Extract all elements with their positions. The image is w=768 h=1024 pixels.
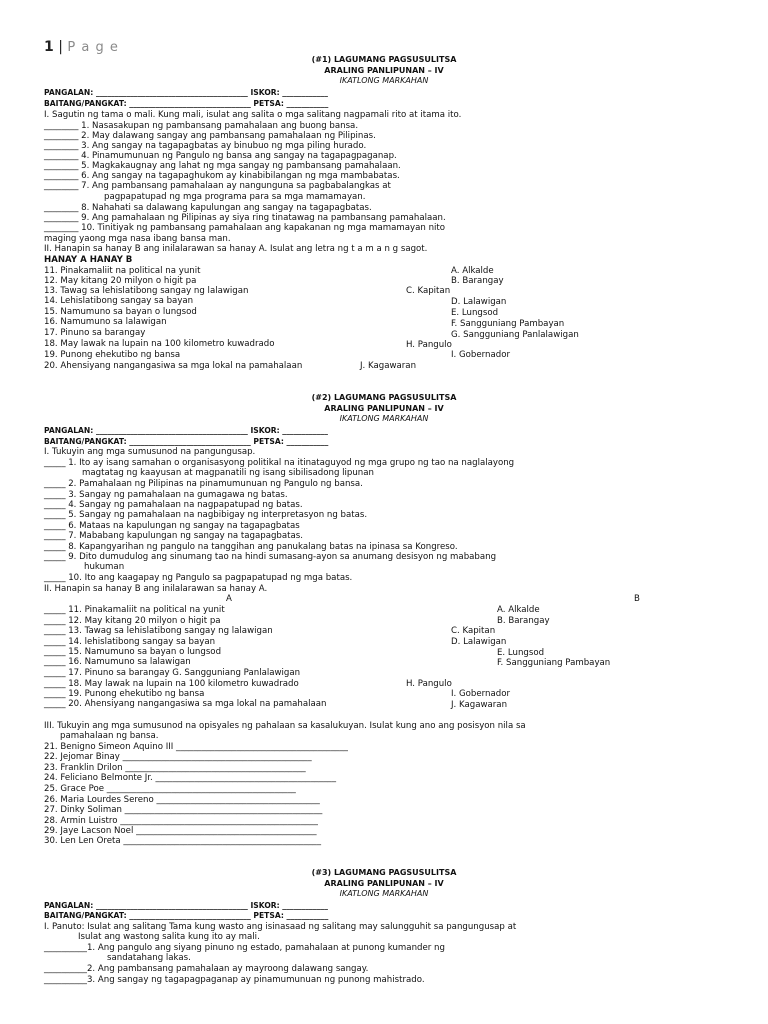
quiz-1-item: ________ 4. Pinamumunuan ng Pangulo ng bansa ang sangay na tagapagpaganap. <box>44 151 397 161</box>
quiz-3-grade-line: BAITANG/PANGKAT: ________________________________ PETSA: ___________ <box>44 911 329 920</box>
quiz-1-item: ________ 7. Ang pambansang pamahalaan ay nangunguna sa pagbabalangkas at <box>44 181 391 191</box>
quiz-2-item-continued: hukuman <box>84 562 125 572</box>
quiz-2-column-b-item: A. Alkalde <box>497 605 540 615</box>
quiz-2-item: _____ 9. Dito dumudulog ang sinumang tao na hindi sumasang-ayon sa anumang desisyon ng mababang <box>44 552 497 562</box>
quiz-2-column-b-item: B. Barangay <box>497 616 550 626</box>
quiz-3-title: (#3) LAGUMANG PAGSUSULITSA <box>311 868 457 877</box>
quiz-2-part3-instructions-continued: pamahalaan ng bansa. <box>60 731 159 741</box>
quiz-3-item: __________3. Ang sangay ng tagapagpaganap ay pinamumunuan ng punong mahistrado. <box>44 975 425 985</box>
quiz-1-name-line: PANGALAN: ________________________________________ ISKOR: ____________ <box>44 88 328 97</box>
quiz-3-name-line: PANGALAN: ________________________________________ ISKOR: ____________ <box>44 901 328 910</box>
quiz-1-item: ________ 5. Magkakaugnay ang lahat ng mga sangay ng pambansang pamahalaan. <box>44 161 401 171</box>
quiz-2-column-a-item: _____ 14. lehislatibong sangay sa bayan <box>44 637 216 647</box>
quiz-1-item: ________ 9. Ang pamahalaan ng Pilipinas ay siya ring tinatawag na pambansang pamahalaan. <box>44 213 446 223</box>
quiz-2-grade-line: BAITANG/PANGKAT: ________________________________ PETSA: ___________ <box>44 437 329 446</box>
quiz-2-official-item: 22. Jejomar Binay ____________________________________________ <box>44 752 312 762</box>
quiz-2-subject: ARALING PANLIPUNAN – IV <box>324 404 444 413</box>
quiz-2-official-item: 29. Jaye Lacson Noel __________________________________________ <box>44 826 317 836</box>
quiz-2-item: _____ 10. Ito ang kaagapay ng Pangulo sa pagpapatupad ng mga batas. <box>44 573 353 583</box>
quiz-2-column-b-item: H. Pangulo <box>406 679 452 689</box>
quiz-2-official-item: 24. Feliciano Belmonte Jr. __________________________________________ <box>44 773 336 783</box>
quiz-2-item: _____ 5. Sangay ng pamahalaan na nagbibigay ng interpretasyon ng batas. <box>44 510 368 520</box>
quiz-1-column-a-item: 20. Ahensiyang nangangasiwa sa mga lokal na pamahalaan <box>44 361 303 371</box>
quiz-2-part3-instructions: III. Tukuyin ang mga sumusunod na opisyales ng pahalaan sa kasalukuyan. Isulat kung ano ang posisyon nila sa <box>44 721 526 731</box>
quiz-1-column-b-item: F. Sangguniang Pambayan <box>451 319 565 329</box>
quiz-1-grade-line: BAITANG/PANGKAT: ________________________________ PETSA: ___________ <box>44 99 329 108</box>
quiz-2-official-item: 30. Len Len Oreta ______________________________________________ <box>44 836 322 846</box>
quiz-1-column-b-item: B. Barangay <box>451 276 504 286</box>
quiz-1-part2-instructions: II. Hanapin sa hanay B ang inilalarawan sa hanay A. Isulat ang letra ng t a m a n g sagot. <box>44 244 428 254</box>
quiz-2-official-item: 26. Maria Lourdes Sereno ______________________________________ <box>44 795 320 805</box>
quiz-2-item: _____ 7. Mababang kapulungan ng sangay na tagapagbatas. <box>44 531 303 541</box>
quiz-1-column-b-item: H. Pangulo <box>406 340 452 350</box>
quiz-2-column-b-item: J. Kagawaran <box>451 700 508 710</box>
quiz-2-column-b-item: I. Gobernador <box>451 689 510 699</box>
quiz-2-official-item: 27. Dinky Soliman ______________________________________________ <box>44 805 323 815</box>
quiz-1-column-b-item: D. Lalawigan <box>451 297 507 307</box>
quiz-2-column-a-item: _____ 19. Punong ehekutibo ng bansa <box>44 689 205 699</box>
quiz-1-column-a-item: 15. Namumuno sa bayan o lungsod <box>44 307 197 317</box>
quiz-1-column-a-item: 19. Punong ehekutibo ng bansa <box>44 350 181 360</box>
quiz-2-column-a-item: _____ 16. Namumuno sa lalawigan <box>44 657 191 667</box>
quiz-1-columns-heading: HANAY A HANAY B <box>44 255 133 265</box>
quiz-2-item-continued: magtatag ng kaayusan at magpanatili ng isang sibilisadong lipunan <box>82 468 374 478</box>
quiz-1-item: ________ 3. Ang sangay na tagapagbatas ay binubuo ng mga piling hurado. <box>44 141 367 151</box>
quiz-3-item: __________1. Ang pangulo ang siyang pinuno ng estado, pamahalaan at punong kumander ng <box>44 943 445 953</box>
quiz-2-column-b-item: C. Kapitan <box>451 626 496 636</box>
quiz-2-official-item: 28. Armin Luistro ______________________________________________ <box>44 816 318 826</box>
quiz-2-column-b-label: B <box>634 594 640 604</box>
quiz-2-column-a-item: _____ 12. May kitang 20 milyon o higit pa <box>44 616 221 626</box>
quiz-1-column-a-item: 17. Pinuno sa barangay <box>44 328 146 338</box>
quiz-2-item: _____ 2. Pamahalaan ng Pilipinas na pinamumunuan ng Pangulo ng bansa. <box>44 479 363 489</box>
quiz-1-item: ________ 10. Tinitiyak ng pambansang pamahalaan ang kapakanan ng mga mamamayan nito <box>44 223 446 233</box>
quiz-2-item: _____ 4. Sangay ng pamahalaan na nagpapatupad ng batas. <box>44 500 303 510</box>
quiz-2-title: (#2) LAGUMANG PAGSUSULITSA <box>311 393 457 402</box>
quiz-2-item: _____ 1. Ito ay isang samahan o organisasyong politikal na itinataguyod ng mga grupo ng tao na naglalayong <box>44 458 515 468</box>
quiz-1-column-b-item: C. Kapitan <box>406 286 451 296</box>
quiz-2-official-item: 23. Franklin Drilon __________________________________________ <box>44 763 306 773</box>
quiz-3-part1-instructions-continued: Isulat ang wastong salita kung ito ay mali. <box>78 932 260 942</box>
quiz-1-part1-instructions: I. Sagutin ng tama o mali. Kung mali, isulat ang salita o mga salitang nagpamali rito at itama ito. <box>44 110 462 120</box>
quiz-1-item: ________ 8. Nahahati sa dalawang kapulungan ang sangay na tagapagbatas. <box>44 203 372 213</box>
quiz-3-quarter: IKATLONG MARKAHAN <box>339 889 429 898</box>
quiz-2-official-item: 21. Benigno Simeon Aquino III ________________________________________ <box>44 742 348 752</box>
quiz-1-column-a-item: 13. Tawag sa lehislatibong sangay ng lalawigan <box>44 286 249 296</box>
page-number: 1 | P a g e <box>44 39 119 55</box>
quiz-1-column-b-item: I. Gobernador <box>451 350 510 360</box>
quiz-1-column-b-item: J. Kagawaran <box>360 361 417 371</box>
quiz-1-quarter: IKATLONG MARKAHAN <box>339 76 429 85</box>
quiz-1-item: ________ 1. Nasasakupan ng pambansang pamahalaan ang buong bansa. <box>44 121 359 131</box>
quiz-3-part1-instructions: I. Panuto: Isulat ang salitang Tama kung wasto ang isinasaad ng salitang may salungguhit sa pangungusap at <box>44 922 517 932</box>
quiz-1-column-b-item: E. Lungsod <box>451 308 499 318</box>
quiz-1-item-continued: maging yaong mga nasa ibang bansa man. <box>44 234 231 244</box>
quiz-2-column-a-item: _____ 13. Tawag sa lehislatibong sangay ng lalawigan <box>44 626 273 636</box>
quiz-2-quarter: IKATLONG MARKAHAN <box>339 414 429 423</box>
quiz-3-item-continued: sandatahang lakas. <box>107 953 191 963</box>
quiz-2-name-line: PANGALAN: ________________________________________ ISKOR: ____________ <box>44 426 328 435</box>
quiz-2-column-b-item: E. Lungsod <box>497 648 545 658</box>
quiz-2-item: _____ 6. Mataas na kapulungan ng sangay na tagapagbatas <box>44 521 300 531</box>
quiz-1-item-continued: pagpapatupad ng mga programa para sa mga mamamayan. <box>104 192 366 202</box>
quiz-1-column-a-item: 12. May kitang 20 milyon o higit pa <box>44 276 197 286</box>
quiz-1-title: (#1) LAGUMANG PAGSUSULITSA <box>311 55 457 64</box>
quiz-1-subject: ARALING PANLIPUNAN – IV <box>324 66 444 75</box>
quiz-2-column-a-item: _____ 18. May lawak na lupain na 100 kilometro kuwadrado <box>44 679 299 689</box>
quiz-2-part2-instructions: II. Hanapin sa hanay B ang inilalarawan sa hanay A. <box>44 584 268 594</box>
quiz-2-column-a-item: _____ 20. Ahensiyang nangangasiwa sa mga lokal na pamahalaan <box>44 699 327 709</box>
quiz-2-item: _____ 8. Kapangyarihan ng pangulo na tanggihan ang panukalang batas na ipinasa sa Kongreso. <box>44 542 458 552</box>
quiz-2-part1-instructions: I. Tukuyin ang mga sumusunod na pangungusap. <box>44 447 256 457</box>
quiz-2-column-a-item: _____ 11. Pinakamaliit na political na yunit <box>44 605 225 615</box>
quiz-1-column-a-item: 14. Lehislatibong sangay sa bayan <box>44 296 194 306</box>
quiz-1-column-b-item: A. Alkalde <box>451 266 494 276</box>
quiz-3-subject: ARALING PANLIPUNAN – IV <box>324 879 444 888</box>
quiz-3-item: __________2. Ang pambansang pamahalaan ay mayroong dalawang sangay. <box>44 964 369 974</box>
quiz-2-column-b-item: D. Lalawigan <box>451 637 507 647</box>
quiz-2-item: _____ 3. Sangay ng pamahalaan na gumagawa ng batas. <box>44 490 288 500</box>
quiz-1-item: ________ 2. May dalawang sangay ang pambansang pamahalaan ng Pilipinas. <box>44 131 376 141</box>
quiz-1-column-b-item: G. Sangguniang Panlalawigan <box>451 330 579 340</box>
quiz-1-item: ________ 6. Ang sangay na tagapaghukom ay kinabibilangan ng mga mambabatas. <box>44 171 400 181</box>
quiz-2-column-a-item: _____ 17. Pinuno sa barangay G. Sangguniang Panlalawigan <box>44 668 301 678</box>
quiz-2-column-a-item: _____ 15. Namumuno sa bayan o lungsod <box>44 647 222 657</box>
quiz-2-column-a-label: A <box>226 594 232 604</box>
quiz-2-official-item: 25. Grace Poe ____________________________________________ <box>44 784 296 794</box>
quiz-1-column-a-item: 18. May lawak na lupain na 100 kilometro kuwadrado <box>44 339 275 349</box>
quiz-1-column-a-item: 11. Pinakamaliit na political na yunit <box>44 266 201 276</box>
quiz-2-column-b-item: F. Sangguniang Pambayan <box>497 658 611 668</box>
quiz-1-column-a-item: 16. Namumuno sa lalawigan <box>44 317 167 327</box>
